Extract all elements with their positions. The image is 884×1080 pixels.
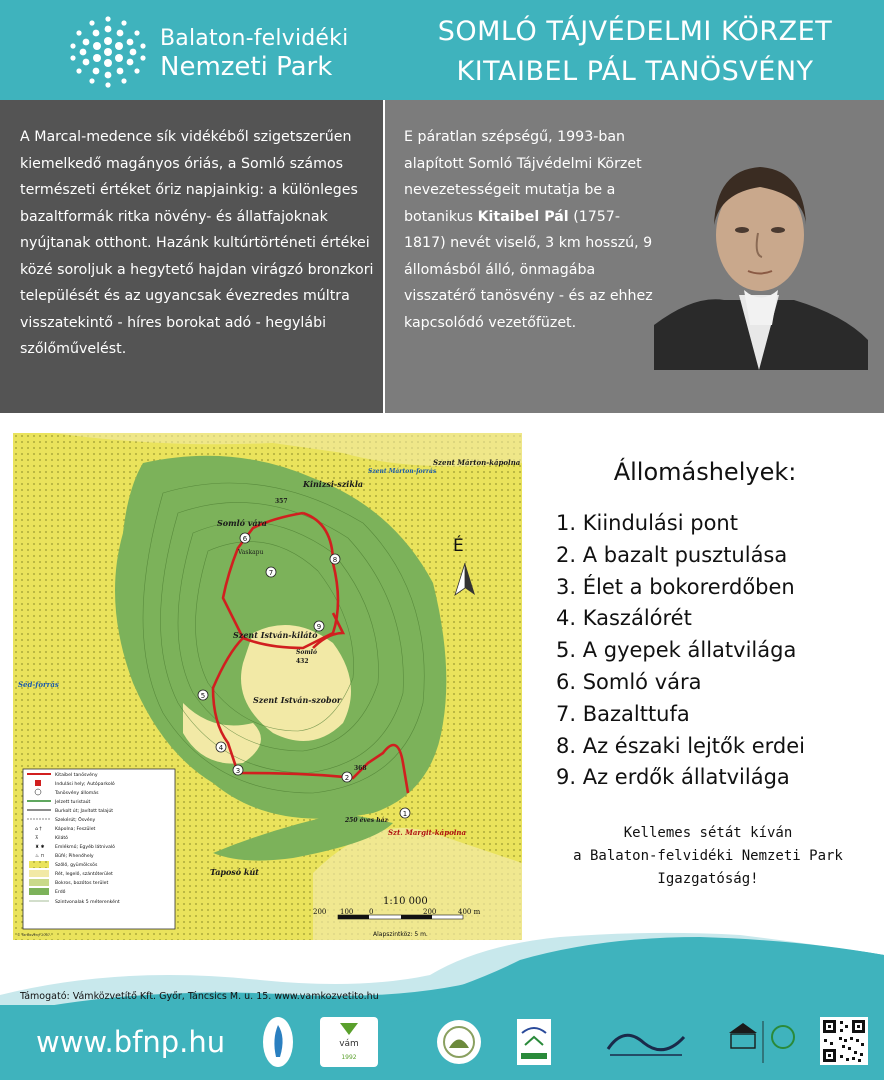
header-banner xyxy=(0,0,884,100)
natura-2000-logo xyxy=(517,1015,551,1069)
intro-left-text: A Marcal-medence sík vidékéből szigetszerűen kiemelkedő magányos óriás, a Somló számos természeti értéket őriz napjainkig: a különleges bazaltformák ritka növény- és állatfajoknak nyújtanak otthont. Hazánk kultúrtörténeti értékei közé soroljuk a hegytető hajdan virágzó bronzkori települését és az ugyancsak évezredes múltra visszatekintő - híres borokat adó - hegylábi szőlőművelést. xyxy=(20,129,374,357)
svg-text:Alapszintköz: 5 m.: Alapszintköz: 5 m. xyxy=(373,931,428,938)
page-subtitle: KITAIBEL PÁL TANÖSVÉNY xyxy=(456,56,814,87)
map-label: Taposó kút xyxy=(210,867,259,877)
station-item: 3. Élet a bokorerdőben xyxy=(556,574,795,599)
map-label: Szent Márton-forrás xyxy=(368,468,437,475)
station-item: 1. Kiindulási pont xyxy=(556,511,738,535)
station-marker xyxy=(400,808,410,818)
svg-text:♜ ✱: ♜ ✱ xyxy=(35,845,45,850)
station-item: 5. A gyepek állatvilága xyxy=(556,638,797,663)
legend-item: Kápolna; Feszület xyxy=(55,827,96,832)
map-label: Somló xyxy=(296,649,317,656)
svg-text:3: 3 xyxy=(235,767,241,775)
svg-text:5: 5 xyxy=(200,692,206,700)
kitaibel-portrait xyxy=(654,125,868,370)
somlo-badge-logo xyxy=(436,1015,482,1069)
station-item: 8. Az északi lejtők erdei xyxy=(556,733,805,758)
svg-text:6: 6 xyxy=(242,535,248,543)
svg-text:9: 9 xyxy=(316,623,322,631)
intro-right-text: E páratlan szépségű, 1993-ban alapított Somló Tájvédelmi Körzet nevezetességeit mutatja be a botanikus Kitaibel Pál (1757-1817) nevét viselő, 3 km hosszú, 9 állomásból álló, önmagába visszatérő tanösvény - és az ehhez kapcsolódó vezetőfüzet. xyxy=(404,129,653,331)
station-item: 9. Az erdők állatvilága xyxy=(556,765,790,790)
svg-text:7: 7 xyxy=(268,569,274,577)
park-logo-icon xyxy=(68,16,148,88)
trail-map xyxy=(13,433,522,940)
legend-item: Burkolt út; Javított talajút xyxy=(55,809,114,814)
map-label: Vaskapu xyxy=(238,549,264,556)
svg-text:200: 200 xyxy=(423,908,437,916)
svg-text:♨ ⊓: ♨ ⊓ xyxy=(35,854,45,859)
svg-text:0: 0 xyxy=(369,908,374,916)
map-copyright: © Tanösvény 2007. xyxy=(17,933,52,937)
website-link[interactable]: www.bfnp.hu xyxy=(36,1025,226,1059)
station-item: 4. Kaszálórét xyxy=(556,606,692,631)
svg-text:400 m: 400 m xyxy=(458,908,481,916)
map-label: Somló vára xyxy=(217,518,267,528)
legend-item: Bokros, bozótos terület xyxy=(55,881,109,886)
svg-text:100: 100 xyxy=(340,908,354,916)
svg-text:8: 8 xyxy=(332,556,338,564)
map-label: 250 éves ház xyxy=(345,817,388,824)
svg-text:É: É xyxy=(453,536,464,556)
svg-text:200: 200 xyxy=(313,908,327,916)
map-label: Séd-forrás xyxy=(18,680,59,689)
svg-text:1: 1 xyxy=(402,810,408,818)
closing-message: Kellemes sétát kíván a Balaton-felvidéki Nemzeti Park Igazgatóság! xyxy=(573,825,843,887)
stations-heading: Állomáshelyek: xyxy=(613,458,797,486)
svg-text:vám: vám xyxy=(339,1039,359,1049)
sponsor-text: Támogató: Vámközvetítő Kft. Győr, Táncsics M. u. 15. www.vamkozvetito.hu xyxy=(20,991,379,1002)
map-legend xyxy=(23,769,175,929)
legend-item: Kilátó xyxy=(55,836,68,841)
station-marker xyxy=(330,554,340,564)
unesco-geopark-logo xyxy=(725,1015,805,1069)
kitaibel-name: Kitaibel Pál xyxy=(477,208,569,225)
station-marker xyxy=(233,765,243,775)
elevation-label: 357 xyxy=(275,498,288,505)
station-item: 2. A bazalt pusztulása xyxy=(556,542,788,567)
brand-line-1: Balaton-felvidéki xyxy=(160,26,349,51)
map-label: Szent István-kilátó xyxy=(233,630,318,640)
map-label: Szent István-szobor xyxy=(253,695,342,705)
legend-item: Kitaibel tanösvény xyxy=(55,773,98,778)
legend-item: Szekérút; Ösvény xyxy=(55,818,96,823)
brand-line-2: Nemzeti Park xyxy=(160,52,333,82)
station-marker xyxy=(342,772,352,782)
bakony-balaton-geopark-logo xyxy=(604,1015,688,1069)
qr-code[interactable] xyxy=(820,1017,868,1065)
legend-item: Tanösvény állomás xyxy=(55,791,99,796)
bird-emblem-logo xyxy=(262,1015,294,1069)
legend-item: Rét, legelő, szántóterület xyxy=(55,872,113,877)
legend-item: Emlékmű; Egyéb látnivaló xyxy=(55,845,115,850)
map-label: Szt. Margit-kápolna xyxy=(388,828,467,837)
stations-list xyxy=(556,508,876,794)
station-item: 7. Bazalttufa xyxy=(556,701,690,726)
legend-item: Szőlő, gyümölcsös xyxy=(55,863,98,868)
station-marker xyxy=(216,742,226,752)
station-marker xyxy=(198,690,208,700)
legend-item: Büfé; Pihenőhely xyxy=(55,854,94,859)
station-marker xyxy=(266,567,276,577)
station-item: 6. Somló vára xyxy=(556,669,702,694)
map-label: Szent Márton-kápolna xyxy=(433,458,521,467)
svg-text:1:10 000: 1:10 000 xyxy=(383,896,428,907)
elevation-label: 368 xyxy=(354,765,367,772)
legend-item: Indulási hely; Autóparkoló xyxy=(55,782,115,787)
page-title: SOMLÓ TÁJVÉDELMI KÖRZET xyxy=(437,16,833,47)
station-marker xyxy=(240,533,250,543)
map-label: Kinizsi-szikla xyxy=(303,479,364,489)
legend-item: Jelzett turistaút xyxy=(55,800,91,805)
svg-text:4: 4 xyxy=(218,744,224,752)
vamkozvetito-logo xyxy=(320,1015,378,1069)
legend-item: Szintvonalak 5 méterenként xyxy=(55,900,120,905)
svg-text:1992: 1992 xyxy=(341,1054,357,1061)
elevation-label: 432 xyxy=(296,658,309,665)
svg-text:2: 2 xyxy=(344,774,350,782)
svg-text:⌂ †: ⌂ † xyxy=(35,827,42,832)
legend-item: Erdő xyxy=(55,890,66,895)
svg-text:⊼: ⊼ xyxy=(35,836,39,841)
